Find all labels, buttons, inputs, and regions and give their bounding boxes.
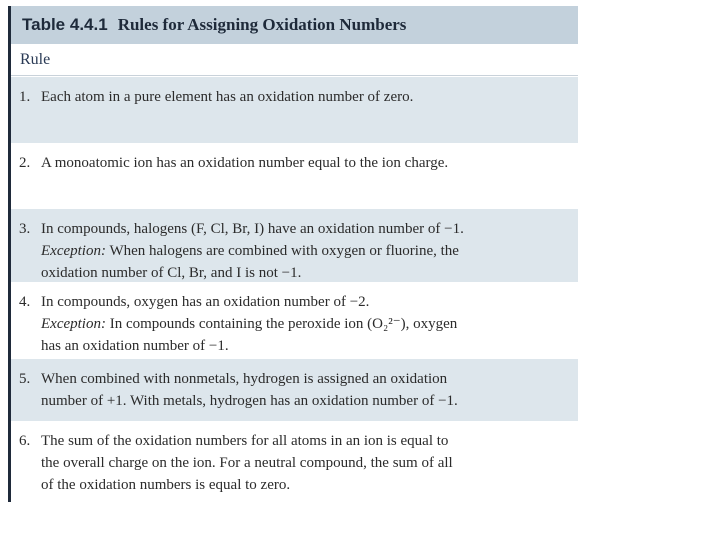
rule-number: 6. bbox=[19, 433, 31, 449]
rule-number: 1. bbox=[19, 89, 31, 105]
rule-number: 4. bbox=[19, 294, 31, 310]
rule-text: In compounds, oxygen has an oxidation number of −2. bbox=[41, 294, 370, 310]
rule-number: 2. bbox=[19, 155, 31, 171]
rule-number: 5. bbox=[19, 371, 31, 387]
rule-text: The sum of the oxidation numbers for all atoms in an ion is equal to bbox=[41, 433, 449, 449]
table-row-5 bbox=[11, 359, 578, 421]
rule-number: 3. bbox=[19, 221, 31, 237]
column-header-rule: Rule bbox=[20, 50, 51, 68]
rule-text: A monoatomic ion has an oxidation number equal to the ion charge. bbox=[41, 155, 449, 171]
rule-text: When combined with nonmetals, hydrogen is assigned an oxidation bbox=[41, 371, 448, 387]
rule-text: oxidation number of Cl, Br, and I is not −1. bbox=[41, 265, 302, 281]
rule-text: number of +1. With metals, hydrogen has an oxidation number of −1. bbox=[41, 393, 458, 409]
table-row-6 bbox=[11, 421, 578, 502]
exception-label: Exception: bbox=[41, 316, 106, 332]
column-header-row bbox=[8, 44, 578, 76]
rule-text: In compounds containing the peroxide ion (O₂²⁻), oxygen bbox=[109, 316, 458, 332]
exception-label: Exception: bbox=[41, 243, 106, 259]
oxidation-rules-table bbox=[8, 6, 578, 502]
rule-text: has an oxidation number of −1. bbox=[41, 338, 229, 354]
rule-text: of the oxidation numbers is equal to zero. bbox=[41, 477, 291, 493]
table-row-1 bbox=[11, 77, 578, 143]
rule-text: Each atom in a pure element has an oxidation number of zero. bbox=[41, 89, 414, 105]
table-label: Table 4.4.1 bbox=[22, 15, 108, 34]
table-row-4 bbox=[11, 282, 578, 359]
rule-text: the overall charge on the ion. For a neutral compound, the sum of all bbox=[41, 455, 453, 471]
rule-text: In compounds, halogens (F, Cl, Br, I) have an oxidation number of −1. bbox=[41, 221, 464, 237]
rule-text: When halogens are combined with oxygen or fluorine, the bbox=[109, 243, 459, 259]
table-title-bar bbox=[8, 6, 578, 44]
table-row-2 bbox=[11, 143, 578, 209]
table-left-border bbox=[8, 6, 11, 502]
table-title: Rules for Assigning Oxidation Numbers bbox=[117, 15, 407, 34]
table-row-3 bbox=[11, 209, 578, 282]
